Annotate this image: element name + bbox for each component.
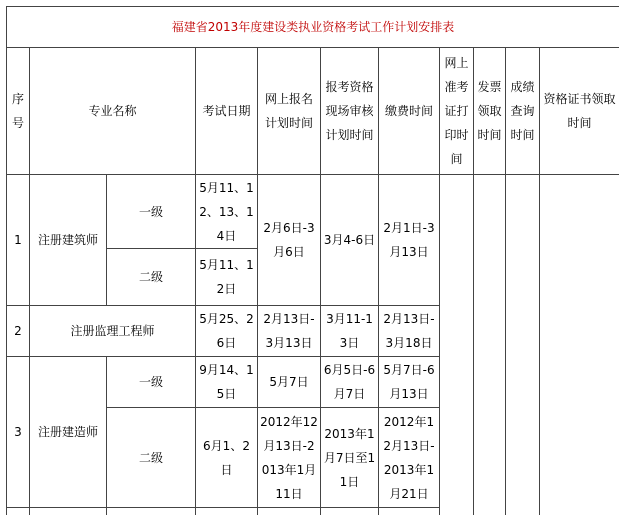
header-exam-date: 考试日期 — [196, 48, 258, 175]
row-exam-date: 5月25、26日 — [196, 306, 258, 357]
row-exam-date: 6月1、2日 — [196, 408, 258, 508]
row-payment: 2012年12月13日-2013年1月21日 — [379, 408, 440, 508]
row-level: 一级 — [107, 175, 196, 249]
header-seq: 序号 — [7, 48, 30, 175]
row-seq: 2 — [7, 306, 30, 357]
exam-schedule-table — [6, 6, 619, 515]
admit-print-cell — [440, 175, 474, 515]
header-major: 专业名称 — [30, 48, 196, 175]
header-payment: 缴费时间 — [379, 48, 440, 175]
empty-cell — [258, 508, 321, 515]
row-online-signup: 5月7日 — [258, 357, 321, 408]
schedule-table-container — [6, 6, 619, 515]
empty-cell — [30, 508, 107, 515]
row-major-name: 注册建造师 — [30, 357, 107, 508]
row-major-name: 注册建筑师 — [30, 175, 107, 306]
header-invoice: 发票领取时间 — [474, 48, 506, 175]
empty-cell — [321, 508, 379, 515]
header-onsite-review: 报考资格现场审核计划时间 — [321, 48, 379, 175]
header-certificate: 资格证书领取时间 — [540, 48, 620, 175]
row-onsite-review: 6月5日-6月7日 — [321, 357, 379, 408]
header-online-signup: 网上报名计划时间 — [258, 48, 321, 175]
header-score: 成绩查询时间 — [506, 48, 540, 175]
row-seq: 3 — [7, 357, 30, 508]
row-online-signup: 2012年12月13日-2013年1月11日 — [258, 408, 321, 508]
row-seq: 1 — [7, 175, 30, 306]
row-level: 二级 — [107, 249, 196, 306]
row-online-signup: 2月6日-3月6日 — [258, 175, 321, 306]
header-row — [7, 48, 620, 175]
row-exam-date: 5月11、12、13、14日 — [196, 175, 258, 249]
row-payment: 2月1日-3月13日 — [379, 175, 440, 306]
empty-cell — [379, 508, 440, 515]
row-major-name: 注册监理工程师 — [30, 306, 196, 357]
row-level: 一级 — [107, 357, 196, 408]
row-online-signup: 2月13日-3月13日 — [258, 306, 321, 357]
invoice-cell — [474, 175, 506, 515]
title-row — [7, 7, 620, 48]
empty-cell — [107, 508, 196, 515]
row-exam-date: 9月14、15日 — [196, 357, 258, 408]
row-onsite-review: 3月4-6日 — [321, 175, 379, 306]
row-payment: 2月13日-3月18日 — [379, 306, 440, 357]
table-row — [7, 175, 620, 249]
row-payment: 5月7日-6月13日 — [379, 357, 440, 408]
header-admit-print: 网上准考证打印时间 — [440, 48, 474, 175]
row-exam-date: 5月11、12日 — [196, 249, 258, 306]
row-level: 二级 — [107, 408, 196, 508]
row-onsite-review: 2013年1月7日至11日 — [321, 408, 379, 508]
empty-cell — [196, 508, 258, 515]
row-onsite-review: 3月11-13日 — [321, 306, 379, 357]
table-title: 福建省2013年度建设类执业资格考试工作计划安排表 — [7, 7, 620, 48]
empty-cell — [7, 508, 30, 515]
score-cell — [506, 175, 540, 515]
certificate-cell — [540, 175, 620, 515]
